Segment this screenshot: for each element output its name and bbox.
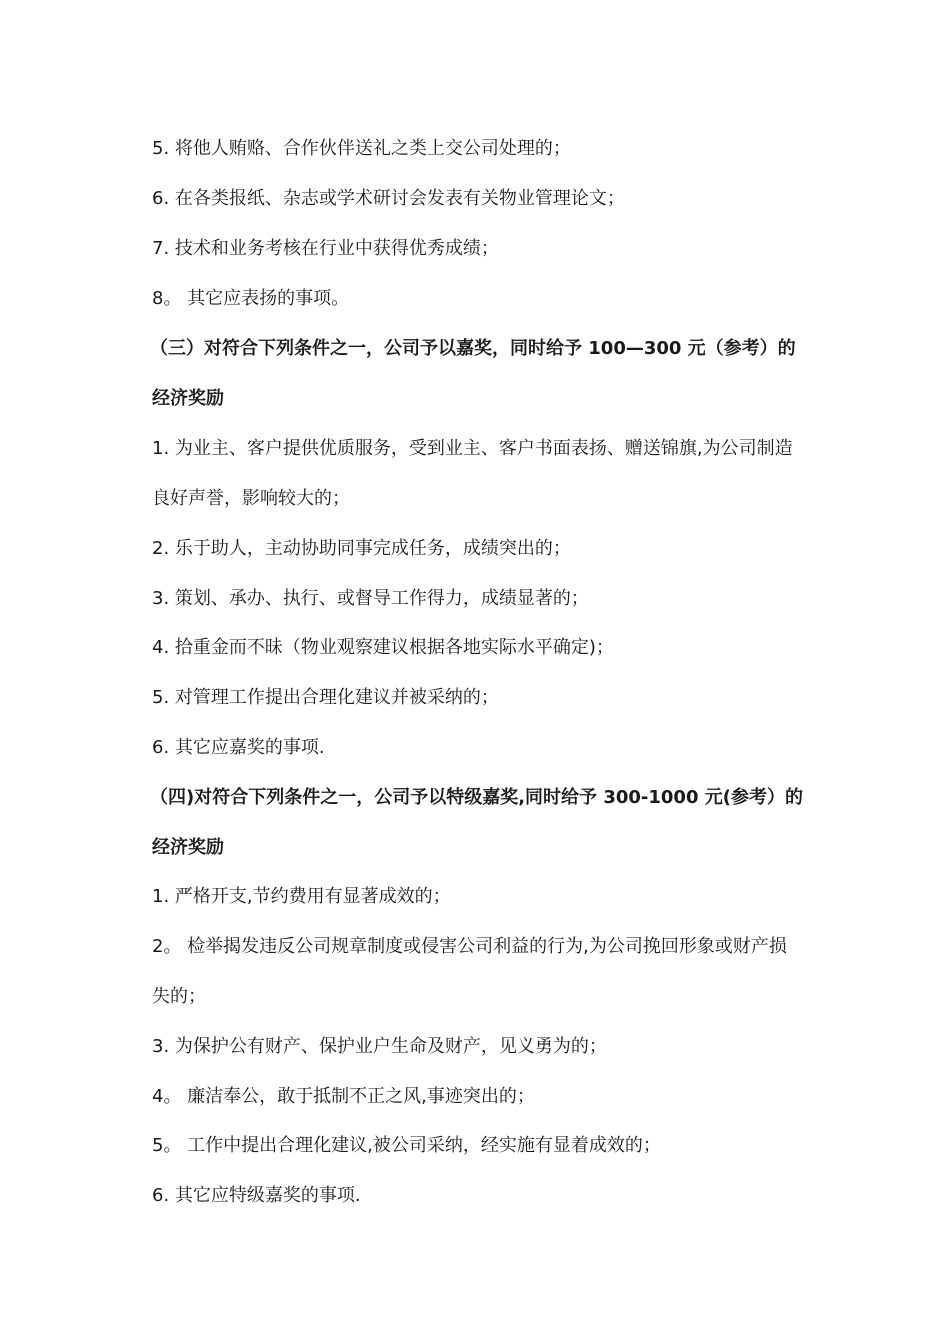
text-line: 1. 严格开支,节约费用有显著成效的； — [152, 886, 451, 907]
text-line: 7. 技术和业务考核在行业中获得优秀成绩； — [152, 238, 499, 259]
text-line: 2. 乐于助人，主动协助同事完成任务，成绩突出的； — [152, 538, 571, 559]
text-line: 2。 检举揭发违反公司规章制度或侵害公司利益的行为,为公司挽回形象或财产损 — [152, 936, 787, 957]
text-line: 4. 拾重金而不昧（物业观察建议根据各地实际水平确定)； — [152, 637, 614, 658]
text-line: 良好声誉，影响较大的； — [152, 488, 350, 509]
section-heading-continued: 经济奖励 — [152, 837, 224, 858]
text-line: 1. 为业主、客户提供优质服务，受到业主、客户书面表扬、赠送锦旗,为公司制造 — [152, 438, 793, 459]
text-line: 6. 其它应特级嘉奖的事项. — [152, 1185, 361, 1206]
text-line: 4。 廉洁奉公，敢于抵制不正之风,事迹突出的； — [152, 1086, 535, 1107]
text-line: 5. 将他人贿赂、合作伙伴送礼之类上交公司处理的； — [152, 138, 571, 159]
text-line: 3. 为保护公有财产、保护业户生命及财产，见义勇为的； — [152, 1036, 607, 1057]
section-heading: （四)对符合下列条件之一，公司予以特级嘉奖,同时给予 300-1000 元(参考）的 — [150, 787, 803, 808]
text-line: 5. 对管理工作提出合理化建议并被采纳的； — [152, 687, 499, 708]
text-line: 5。 工作中提出合理化建议,被公司采纳，经实施有显着成效的； — [152, 1135, 661, 1156]
text-line: 6. 在各类报纸、杂志或学术研讨会发表有关物业管理论文； — [152, 188, 625, 209]
section-heading: （三）对符合下列条件之一，公司予以嘉奖，同时给予 100—300 元（参考）的 — [150, 338, 796, 359]
text-line: 3. 策划、承办、执行、或督导工作得力，成绩显著的； — [152, 588, 589, 609]
text-line: 失的； — [152, 986, 206, 1007]
text-line: 8。 其它应表扬的事项。 — [152, 288, 350, 309]
section-heading-continued: 经济奖励 — [152, 388, 224, 409]
text-line: 6. 其它应嘉奖的事项. — [152, 737, 325, 758]
